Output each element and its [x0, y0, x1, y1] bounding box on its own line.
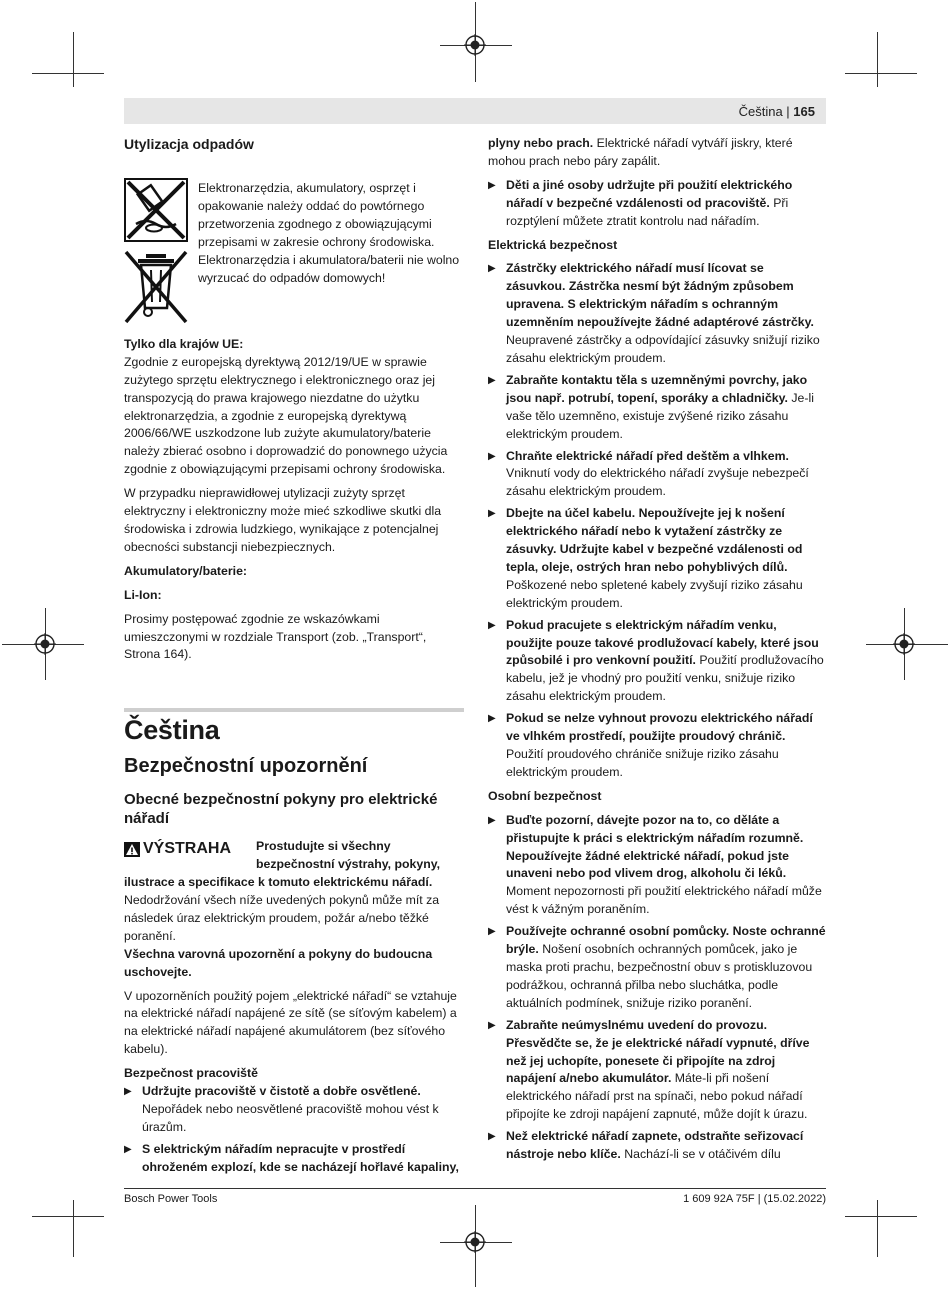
item-text: Poškozené nebo spletené kabely zvyšují riziko zásahu elektrickým proudem.: [506, 577, 803, 610]
crop-mark: [845, 73, 917, 74]
item-text: Je-li vaše tělo uzemněno, existuje zvýšené riziko zásahu elektrickým proudem.: [506, 390, 814, 441]
registration-mark-icon: [34, 633, 56, 655]
item-bold: Pokud pracujete s elektrickým nářadím venku, použijte pouze takové prodlužovací kabely, které jsou způsobilé i pro venkovní použití.: [506, 617, 819, 668]
list-item: [488, 372, 826, 444]
warning-text: Nedodržování všech níže uvedených pokynů může mít za následek úraz elektrickým proudem, požár a/nebo těžké poranění.: [124, 893, 440, 943]
eu-heading: Tylko dla krajów UE:: [124, 336, 244, 351]
item-text: Moment nepozornosti při použití elektrického nářadí může vést k vážným poraněním.: [506, 884, 822, 917]
item-text: Máte-li při nošení elektrického nářadí prst na spínači, nebo pokud nářadí připojíte ke zdroji napájení zapnuté, může dojít k úrazu.: [506, 1071, 808, 1122]
crossed-bin-icon: [124, 250, 188, 324]
warning-icon: [124, 842, 140, 857]
list-item: [488, 177, 826, 231]
liion-heading: Li-Ion:: [124, 587, 162, 602]
item-text: Elektrické nářadí vytváří jiskry, které mohou prach nebo páry zapálit.: [488, 136, 793, 168]
item-bold: Děti a jiné osoby udržujte při použití elektrického nářadí v bezpečné vzdálenosti od pracoviště.: [506, 177, 793, 210]
item-bold: Zabraňte kontaktu těla s uzemněnými povrchy, jako jsou např. potrubí, topení, sporáky a chladničky.: [506, 372, 808, 405]
item-bold: Používejte ochranné osobní pomůcky. Noste ochranné brýle.: [506, 924, 826, 957]
eu-text-1: Zgodnie z europejską dyrektywą 2012/19/UE w sprawie zużytego sprzętu elektrycznego i elektronicznego oraz jej transpozycją do prawa krajowego niezdatne do użytku elektronarzędzia, a zgodnie z europejską dyrektywą 2006/66/WE uszkodzone lub zużyte akumulatory/baterie należy zbierać osobno i doprowadzić do ponownego użycia zgodnie z obowiązującymi przepisami ochrony środowiska.: [124, 354, 448, 477]
warning-label: [124, 840, 231, 858]
battery-heading: Akumulatory/baterie:: [124, 563, 247, 578]
crop-mark: [845, 1216, 917, 1217]
list-item: [488, 617, 826, 707]
crop-mark: [877, 32, 878, 87]
footer-divider: [124, 1188, 826, 1189]
footer-doc-id: 1 609 92A 75F | (15.02.2022): [683, 1193, 826, 1205]
bullet-arrow-icon: ▶: [488, 619, 496, 631]
page-number: 165: [793, 104, 815, 119]
list-item: [488, 260, 826, 367]
item-bold: Dbejte na účel kabelu. Nepoužívejte jej k nošení elektrického nářadí nebo k vytažení zástrčky ze zásuvky. Udržujte kabel v bezpečné vzdálenosti od tepla, oleje, ostrých hran nebo pohyblivých dílů.: [506, 506, 803, 574]
list-item: [124, 1141, 464, 1177]
recycling-icon: [124, 178, 188, 242]
right-column: [488, 135, 826, 1164]
item-bold: Zabraňte neúmyslnému uvedení do provozu. Přesvědčte se, že je elektrické nářadí vypnuté, dříve než jej uchopíte, ponesete či připojíte na zdroj napájení a/nebo akumulátor.: [506, 1017, 810, 1086]
bullet-arrow-icon: ▶: [488, 814, 496, 826]
item-text: Vniknutí vody do elektrického nářadí zvyšuje nebezpečí zásahu elektrickým proudem.: [506, 466, 809, 499]
registration-mark-icon: [893, 633, 915, 655]
item-bold: Buďte pozorní, dávejte pozor na to, co děláte a přistupujte k práci s elektrickým nářadím rozumně. Nepoužívejte žádné elektrické nářadí, pokud jste unaveni nebo pod vlivem drog, alkoholu či léků.: [506, 812, 804, 881]
item-bold: Chraňte elektrické nářadí před deštěm a vlhkem.: [506, 448, 789, 463]
bullet-arrow-icon: ▶: [124, 1143, 132, 1155]
list-item: [488, 1128, 826, 1164]
crop-mark: [877, 1200, 878, 1257]
item-text: Použití prodlužovacího kabelu, jež je vhodný pro použití venku, snižuje riziko zásahu elektrickým proudem.: [506, 653, 824, 704]
crop-mark: [32, 73, 104, 74]
bullet-arrow-icon: ▶: [488, 263, 496, 275]
bullet-arrow-icon: ▶: [488, 1019, 496, 1031]
item-text: Použití proudového chrániče snižuje riziko zásahu elektrickým proudem.: [506, 747, 779, 779]
list-item: [488, 448, 826, 502]
item-text: Nachází-li se v otáčivém dílu: [624, 1147, 781, 1162]
bullet-arrow-icon: ▶: [488, 508, 496, 520]
warning-label-text: VÝSTRAHA: [143, 840, 232, 858]
list-item: [488, 710, 826, 782]
item-text: Nepořádek nebo neosvětlené pracoviště mohou vést k úrazům.: [142, 1102, 439, 1134]
page-header: Čeština | 165: [738, 104, 815, 119]
item-text: Nošení osobních ochranných pomůcek, jako je maska proti prachu, bezpečnostní obuv s protiskluzovou podrážkou, ochranná přilba nebo sluchátka, podle aktuálních podmínek, snižuje riziko poranění.: [506, 942, 813, 1010]
crop-mark: [73, 1200, 74, 1257]
bullet-arrow-icon: ▶: [124, 1086, 132, 1098]
safety-title: Bezpečnostní upozornění: [124, 755, 368, 778]
disposal-text-1: Elektronarzędzia, akumulatory, osprzęt i opakowanie należy oddać do powtórnego przetworzenia zgodnego z obowiązującymi przepisami w zakresie ochrony środowiska.: [198, 180, 435, 249]
registration-mark-icon: [464, 34, 486, 56]
term-definition: V upozorněních použitý pojem „elektrické nářadí“ se vztahuje na elektrické nářadí napájené ze sítě (se síťovým kabelem) a na elektrické nářadí napájené akumulátorem (bez síťového kabelu).: [124, 988, 457, 1057]
left-column: [124, 136, 464, 1177]
item-bold: Zástrčky elektrického nářadí musí lícovat se zásuvkou. Zástrčka nesmí být žádným způsobem upravena. S elektrickým nářadím s ochranným uzemněním nepoužívejte žádné adaptérové zástrčky.: [506, 261, 814, 330]
liion-text: Prosimy postępować zgodnie ze wskazówkami umieszczonymi w rozdziale Transport (zob. „Transport“, Strona 164).: [124, 611, 427, 662]
continued-item: [488, 135, 826, 171]
warning-intro-cont: ilustrace a specifikace k tomuto elektrickému nářadí.: [124, 875, 433, 890]
list-item: [488, 1017, 826, 1124]
disposal-block: [124, 154, 464, 326]
item-text: Při rozptýlení můžete ztratit kontrolu nad nářadím.: [506, 195, 789, 228]
registration-mark-icon: [464, 1231, 486, 1253]
footer-brand: Bosch Power Tools: [124, 1193, 218, 1205]
crop-mark: [73, 32, 74, 87]
list-item: [488, 812, 826, 919]
personal-heading: Osobní bezpečnost: [488, 788, 602, 803]
item-text: Neupravené zástrčky a odpovídající zásuvky snižují riziko zásahu elektrickým proudem.: [506, 333, 820, 365]
bullet-arrow-icon: ▶: [488, 374, 496, 386]
item-bold: Udržujte pracoviště v čistotě a dobře osvětlené.: [142, 1084, 421, 1099]
section-divider: [124, 708, 464, 712]
language-title: Čeština: [124, 715, 220, 746]
general-safety-title: Obecné bezpečnostní pokyny pro elektrické nářadí: [124, 791, 438, 828]
bullet-arrow-icon: ▶: [488, 450, 496, 462]
warning-row: [124, 838, 464, 874]
keep-instructions: Všechna varovná upozornění a pokyny do budoucna uschovejte.: [124, 946, 433, 979]
bullet-arrow-icon: ▶: [488, 179, 496, 191]
list-item: [488, 923, 826, 1013]
disposal-text-2: Elektronarzędzia i akumulatora/baterii nie wolno wyrzucać do odpadów domowych!: [198, 252, 460, 285]
work-area-heading: Bezpečnost pracoviště: [124, 1066, 258, 1081]
list-item: [124, 1083, 464, 1137]
item-bold: Pokud se nelze vyhnout provozu elektrického nářadí ve vlhkém prostředí, použijte proudový chránič.: [506, 711, 813, 744]
item-bold: S elektrickým nářadím nepracujte v prostředí ohroženém explozí, kde se nacházejí hořlavé kapaliny,: [142, 1141, 459, 1174]
item-bold: plyny nebo prach.: [488, 136, 594, 150]
electrical-heading: Elektrická bezpečnost: [488, 237, 618, 252]
bullet-arrow-icon: ▶: [488, 926, 496, 938]
header-bar: [124, 98, 826, 124]
bullet-arrow-icon: ▶: [488, 1131, 496, 1143]
item-bold: Než elektrické nářadí zapnete, odstraňte seřizovací nástroje nebo klíče.: [506, 1129, 804, 1162]
crop-mark: [32, 1216, 104, 1217]
header-language: Čeština: [738, 104, 783, 119]
bullet-arrow-icon: ▶: [488, 713, 496, 725]
list-item: [488, 505, 826, 612]
warning-intro: Prostudujte si všechny bezpečnostní výstrahy, pokyny,: [256, 839, 441, 872]
disposal-title: Utylizacja odpadów: [124, 136, 254, 152]
eu-text-2: W przypadku nieprawidłowej utylizacji zużyty sprzęt elektryczny i elektroniczny może mieć szkodliwe skutki dla środowiska i zdrowia ludzkiego, wynikające z potencjalnej obecności substancji niebezpiecznych.: [124, 486, 442, 554]
